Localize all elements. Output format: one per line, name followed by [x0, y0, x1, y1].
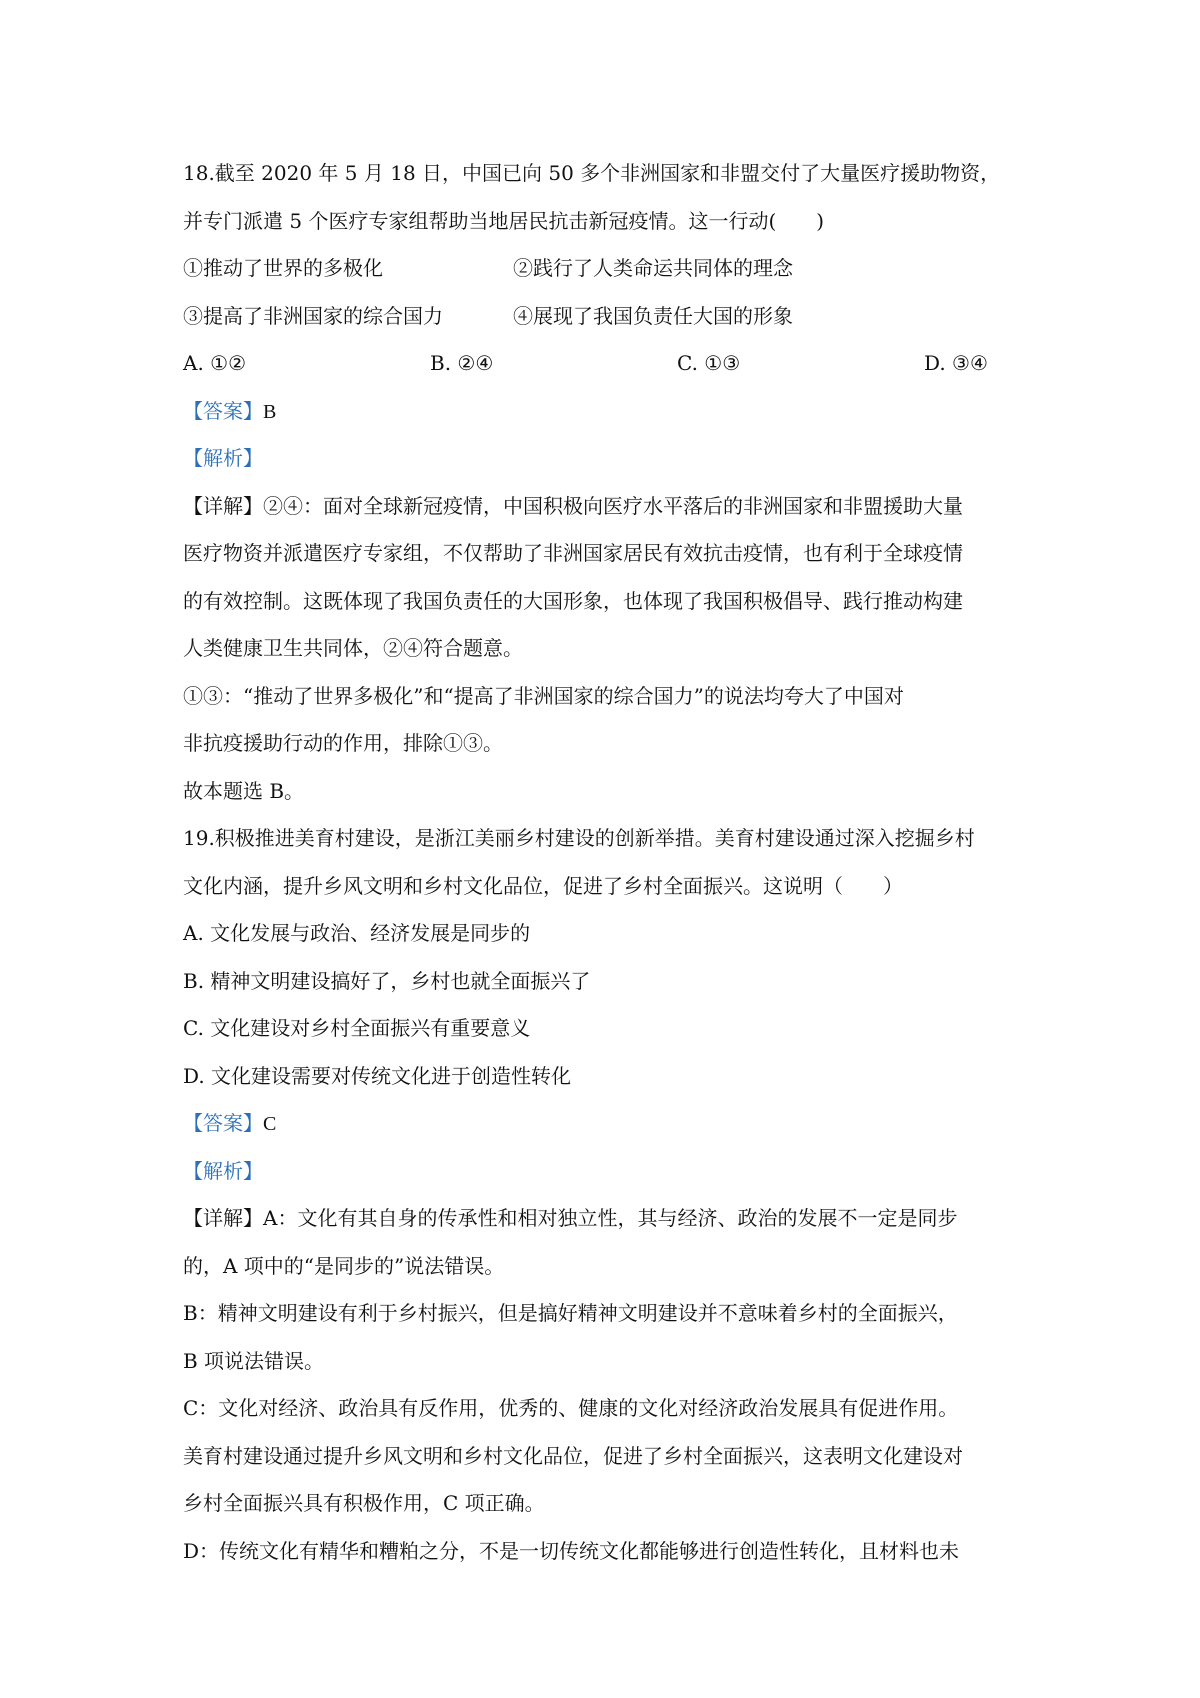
q18-stem-line-1: 18.截至 2020 年 5 月 18 日，中国已向 50 多个非洲国家和非盟交付了大量医疗援助物资，: [183, 161, 1001, 185]
q19-detail-line-5: C：文化对经济、政治具有反作用，优秀的、健康的文化对经济政治发展具有促进作用。: [183, 1396, 959, 1420]
q18-statement-1: ①推动了世界的多极化: [183, 256, 383, 280]
q19-option-a: A. 文化发展与政治、经济发展是同步的: [183, 921, 531, 945]
q18-detail-line-6: 非抗疫援助行动的作用，排除①③。: [183, 731, 503, 755]
q19-answer-line: [183, 1100, 1043, 1148]
q18-option-c: C. ①③: [677, 351, 741, 375]
q19-option-b: B. 精神文明建设搞好了，乡村也就全面振兴了: [183, 968, 591, 993]
q19-detail-line-7: 乡村全面振兴具有积极作用，C 项正确。: [183, 1491, 545, 1515]
q18-option-d: D. ③④: [924, 351, 988, 375]
q19-option-c: C. 文化建设对乡村全面振兴有重要意义: [183, 1016, 531, 1040]
q18-answer-tag: 【答案】: [183, 398, 263, 423]
q18-answer-line: [183, 388, 1043, 436]
q19-detail-line-2: 的，A 项中的“是同步的”说法错误。: [183, 1253, 505, 1278]
q18-statement-2: ②践行了人类命运共同体的理念: [513, 256, 793, 280]
q18-option-a: A. ①②: [183, 351, 247, 375]
q19-detail-line-6: 美育村建设通过提升乡风文明和乡村文化品位，促进了乡村全面振兴，这表明文化建设对: [183, 1443, 963, 1468]
q18-detail-line-2: 医疗物资并派遣医疗专家组，不仅帮助了非洲国家居民有效抗击疫情，也有利于全球疫情: [183, 541, 963, 565]
q18-answer-value: B: [263, 400, 277, 423]
q18-detail-line-3: 的有效控制。这既体现了我国负责任的大国形象，也体现了我国积极倡导、践行推动构建: [183, 588, 963, 613]
q18-detail-line-1: 【详解】②④：面对全球新冠疫情，中国积极向医疗水平落后的非洲国家和非盟援助大量: [183, 493, 963, 518]
document-page: [183, 150, 1043, 1575]
q18-statement-3: ③提高了非洲国家的综合国力: [183, 303, 443, 328]
q19-analysis-tag: 【解析】: [183, 1158, 263, 1183]
q18-detail-line-5: ①③：“推动了世界多极化”和“提高了非洲国家的综合国力”的说法均夸大了中国对: [183, 683, 904, 708]
q18-statements-row-2: [183, 293, 1043, 341]
q19-stem-line-2: 文化内涵，提升乡风文明和乡村文化品位，促进了乡村全面振兴。这说明（ ）: [183, 873, 903, 898]
q19-detail-line-1: 【详解】A：文化有其自身的传承性和相对独立性，其与经济、政治的发展不一定是同步: [183, 1206, 958, 1230]
q19-detail-line-8: D：传统文化有精华和糟粕之分，不是一切传统文化都能够进行创造性转化，且材料也未: [183, 1538, 960, 1563]
q18-stem-line-2: 并专门派遣 5 个医疗专家组帮助当地居民抗击新冠疫情。这一行动( ): [183, 208, 825, 233]
q18-options-row: [183, 340, 1043, 388]
q18-detail-line-4: 人类健康卫生共同体，②④符合题意。: [183, 636, 523, 660]
q18-analysis-tag: 【解析】: [183, 446, 263, 470]
q18-statement-4: ④展现了我国负责任大国的形象: [513, 303, 793, 328]
q18-conclusion: 故本题选 B。: [183, 778, 305, 803]
q19-detail-line-3: B：精神文明建设有利于乡村振兴，但是搞好精神文明建设并不意味着乡村的全面振兴，: [183, 1301, 958, 1325]
q19-answer-tag: 【答案】: [183, 1111, 263, 1135]
q18-statements-row-1: [183, 245, 1043, 293]
q18-option-b: B. ②④: [430, 351, 494, 375]
q19-stem-line-1: 19.积极推进美育村建设，是浙江美丽乡村建设的创新举措。美育村建设通过深入挖掘乡村: [183, 826, 975, 850]
q19-option-d: D. 文化建设需要对传统文化进于创造性转化: [183, 1063, 572, 1088]
q19-answer-value: C: [263, 1113, 277, 1135]
q19-detail-line-4: B 项说法错误。: [183, 1348, 325, 1373]
